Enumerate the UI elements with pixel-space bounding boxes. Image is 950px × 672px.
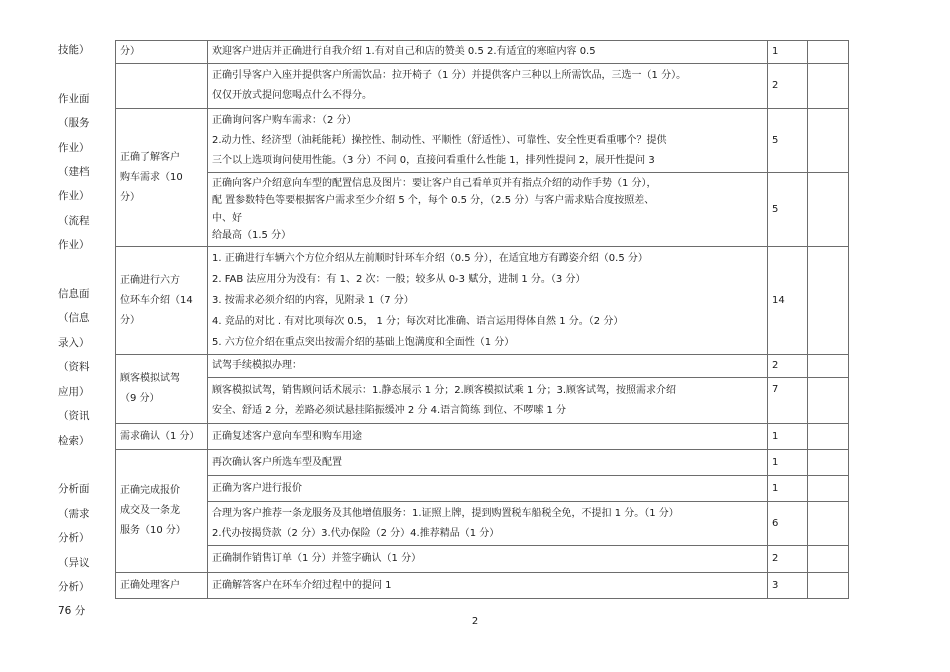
criteria-text: 2.代办按揭贷款（2 分）3.代办保险（2 分）4.推荐精品（1 分） — [212, 527, 500, 539]
blank-cell — [808, 41, 849, 64]
criteria-text: 再次确认客户所选车型及配置 — [212, 456, 342, 468]
criteria-cell — [208, 546, 768, 573]
category-cell — [116, 247, 208, 355]
criteria-text: 正确制作销售订单（1 分）并签字确认（1 分） — [212, 553, 422, 564]
criteria-text: 中、好 — [212, 212, 242, 224]
left-label: 作业） — [58, 239, 90, 252]
criteria-text: 合理为客户推荐一条龙服务及其他增值服务：1.证照上牌，提到购置税车船税全免，不提扣 1 分。（1 分） — [212, 507, 679, 519]
score-cell: 3 — [768, 573, 808, 599]
category-text: 正确处理客户 — [120, 579, 180, 591]
left-label: （服务 — [58, 117, 90, 130]
blank-cell — [808, 450, 849, 476]
category-text: 正确进行六方 — [120, 274, 180, 286]
category-cell — [116, 450, 208, 573]
score-cell: 14 — [768, 247, 808, 355]
criteria-text: 顾客模拟试驾，销售顾问话术展示：1.静态展示 1 分；2.顾客模拟试乘 1 分；3.顾客试驾，按照需求介绍 — [212, 384, 677, 396]
category-text: 分） — [120, 46, 140, 57]
left-label: （资料 — [58, 361, 90, 374]
table-row — [116, 109, 849, 173]
criteria-cell — [208, 247, 768, 355]
blank-cell — [808, 424, 849, 450]
table-row — [116, 424, 849, 450]
category-text: 分） — [120, 314, 140, 326]
criteria-text: 安全、舒适 2 分，差路必须试悬挂陷振缓冲 2 分 4.语言简练 到位、不啰嗦 1 分 — [212, 404, 567, 416]
criteria-cell — [208, 424, 768, 450]
category-text: 成交及一条龙 — [120, 505, 180, 516]
left-label — [58, 62, 110, 86]
criteria-text: 4. 竞品的对比 . 有对比项每次 0.5， 1 分；每次对比准确、语言运用得体自然 1 分。（2 分） — [212, 316, 624, 327]
left-label: 作业面 — [58, 92, 90, 105]
category-cell — [116, 41, 208, 64]
criteria-text: 2. FAB 法应用分为没有：有 1、2 次：一般；较多从 0-3 赋分，进制 1 分。（3 分） — [212, 274, 586, 285]
criteria-text: 给最高（1.5 分） — [212, 230, 292, 241]
left-label: 作业） — [58, 190, 90, 203]
score-cell: 1 — [768, 41, 808, 64]
score-cell: 2 — [768, 64, 808, 109]
score-cell: 6 — [768, 502, 808, 546]
blank-cell — [808, 109, 849, 173]
left-label: 分析面 — [58, 483, 90, 496]
table-row — [116, 476, 849, 502]
category-cell — [116, 64, 208, 109]
left-label — [58, 453, 110, 477]
blank-cell — [808, 573, 849, 599]
score-cell: 2 — [768, 355, 808, 378]
left-label: 信息面 — [58, 288, 90, 301]
category-text: （9 分） — [120, 393, 160, 404]
blank-cell — [808, 355, 849, 378]
category-text: 需求确认（1 分） — [120, 430, 200, 442]
category-text: 正确了解客户 — [120, 151, 180, 163]
left-label: 检索） — [58, 434, 90, 447]
blank-cell — [808, 173, 849, 247]
left-label: 分析） — [58, 580, 90, 593]
scoring-table — [115, 40, 849, 599]
criteria-cell — [208, 378, 768, 424]
category-text: 服务（10 分） — [120, 525, 186, 536]
left-label: 76 分 — [58, 605, 86, 618]
criteria-cell — [208, 173, 768, 247]
table-row — [116, 502, 849, 546]
criteria-text: 3. 按需求必须介绍的内容，见附录 1（7 分） — [212, 295, 414, 306]
blank-cell — [808, 476, 849, 502]
blank-cell — [808, 64, 849, 109]
category-text: 分） — [120, 191, 140, 203]
left-label: 应用） — [58, 385, 90, 398]
table-row — [116, 173, 849, 247]
table-row — [116, 41, 849, 64]
left-label: （流程 — [58, 214, 90, 227]
table-row — [116, 247, 849, 355]
criteria-text: 正确为客户进行报价 — [212, 482, 302, 494]
left-label: （异议 — [58, 556, 90, 569]
criteria-cell — [208, 573, 768, 599]
table-row — [116, 64, 849, 109]
criteria-cell — [208, 355, 768, 378]
category-cell — [116, 573, 208, 599]
criteria-text: 5. 六方位介绍在重点突出按需介绍的基础上饱满度和全面性（1 分） — [212, 337, 515, 348]
criteria-text: 仅仅开放式提问您喝点什么不得分。 — [212, 90, 372, 101]
score-cell: 7 — [768, 378, 808, 424]
score-cell: 5 — [768, 173, 808, 247]
category-text: 正确完成报价 — [120, 485, 180, 496]
criteria-cell — [208, 64, 768, 109]
blank-cell — [808, 546, 849, 573]
score-cell: 2 — [768, 546, 808, 573]
score-cell: 1 — [768, 476, 808, 502]
score-cell: 1 — [768, 424, 808, 450]
criteria-text: 正确询问客户购车需求：（2 分） — [212, 114, 357, 126]
criteria-text: 正确复述客户意向车型和购车用途 — [212, 430, 362, 442]
left-label — [58, 258, 110, 282]
left-label: （建档 — [58, 166, 90, 179]
table-row — [116, 573, 849, 599]
score-cell: 5 — [768, 109, 808, 173]
blank-cell — [808, 502, 849, 546]
table-row — [116, 546, 849, 573]
criteria-text: 2.动力性、经济型（油耗能耗）操控性、制动性、平顺性（舒适性）、可靠性、安全性更看重哪个？提供 — [212, 134, 667, 146]
criteria-cell — [208, 450, 768, 476]
table-row — [116, 450, 849, 476]
category-text: 购车需求（10 — [120, 171, 183, 183]
criteria-text: 正确解答客户在环车介绍过程中的提问 1 — [212, 579, 392, 591]
blank-cell — [808, 247, 849, 355]
left-label: 技能） — [58, 44, 90, 56]
criteria-text: 1. 正确进行车辆六个方位介绍从左前顺时针环车介绍（0.5 分），在适宜地方有蹲姿介绍（0.5 分） — [212, 253, 648, 264]
criteria-text: 正确向客户介绍意向车型的配置信息及图片：要让客户自己看单页并有指点介绍的动作手势（1 分）， — [212, 177, 657, 189]
table-row — [116, 378, 849, 424]
criteria-text: 试驾手续模拟办理： — [212, 360, 302, 371]
criteria-cell — [208, 502, 768, 546]
category-cell — [116, 109, 208, 247]
left-column-labels — [58, 38, 110, 624]
left-label: （资讯 — [58, 410, 90, 423]
criteria-cell — [208, 41, 768, 64]
left-label: 录入） — [58, 336, 90, 349]
criteria-text: 配 置参数特色等要根据客户需求至少介绍 5 个，每个 0.5 分，（2.5 分）与客户需求贴合度按照差、 — [212, 195, 655, 206]
criteria-text: 正确引导客户入座并提供客户所需饮品：拉开椅子（1 分）并提供客户三种以上所需饮品，三选一（1 分）。 — [212, 70, 687, 81]
page-number: 2 — [471, 616, 479, 627]
category-cell — [116, 424, 208, 450]
category-cell — [116, 355, 208, 424]
category-text: 顾客模拟试驾 — [120, 373, 180, 384]
criteria-text: 欢迎客户进店并正确进行自我介绍 1.有对自己和店的赞美 0.5 2.有适宜的寒暄内容 0.5 — [212, 46, 596, 57]
left-label: （需求 — [58, 507, 90, 520]
score-cell: 1 — [768, 450, 808, 476]
criteria-cell — [208, 109, 768, 173]
blank-cell — [808, 378, 849, 424]
criteria-cell — [208, 476, 768, 502]
criteria-text: 三个以上选项询问使用性能。（3 分）不问 0，直接问看重什么性能 1，排列性提问 2，展开性提问 3 — [212, 154, 655, 166]
category-text: 位环车介绍（14 — [120, 294, 193, 306]
left-label: （信息 — [58, 312, 90, 325]
table-row — [116, 355, 849, 378]
left-label: 作业） — [58, 141, 90, 154]
left-label: 分析） — [58, 532, 90, 545]
